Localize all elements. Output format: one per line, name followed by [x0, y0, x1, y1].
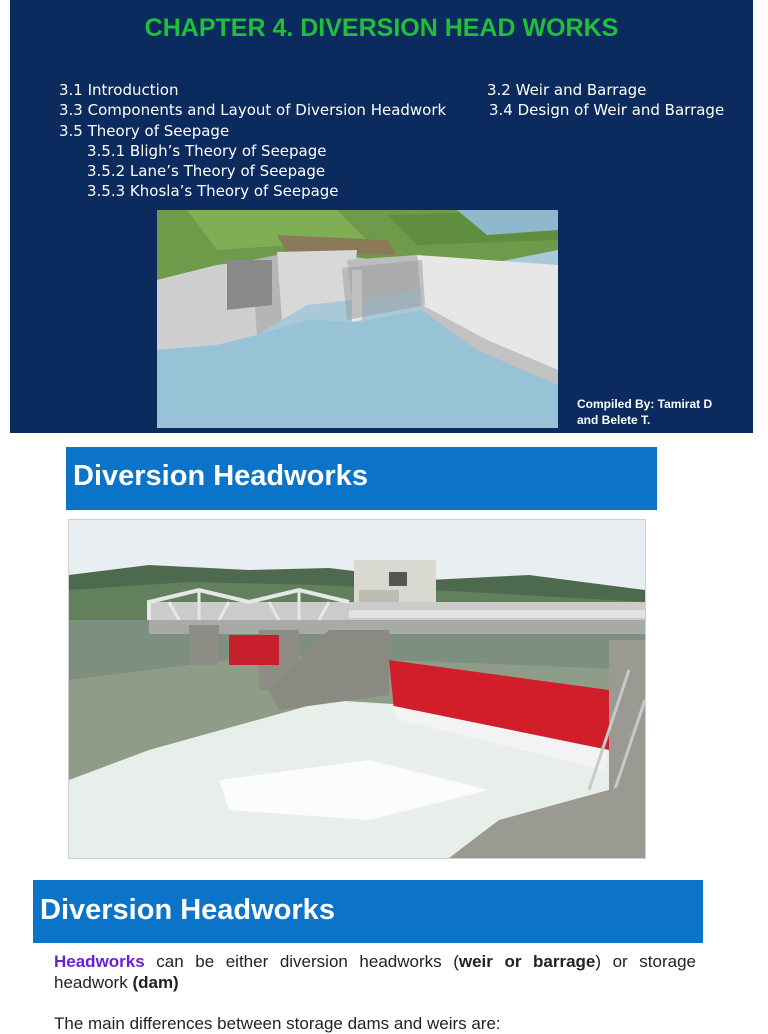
slide-heading-banner — [66, 447, 657, 510]
definition-paragraph — [54, 951, 696, 993]
toc-subitem: 3.5.3 Khosla’s Theory of Seepage — [87, 182, 339, 200]
weir-3d-render — [157, 210, 558, 428]
compiled-by — [577, 396, 747, 428]
bold-segment: weir or barrage — [458, 952, 596, 971]
text-segment: ) or storage headwork — [54, 952, 696, 992]
cut-off-line: The main differences between storage dams and weirs are: — [54, 1014, 501, 1033]
toc-item: 3.3 Components and Layout of Diversion Headwork — [59, 101, 447, 119]
headworks-photo — [68, 519, 646, 859]
term-headworks: Headworks — [54, 952, 145, 971]
slide-heading-banner — [33, 880, 703, 943]
toc-item: 3.2 Weir and Barrage — [487, 81, 647, 99]
toc-subitem: 3.5.2 Lane’s Theory of Seepage — [87, 162, 326, 180]
compiled-line: Compiled By: Tamirat D — [577, 397, 713, 411]
text-segment: can be either diversion headworks ( — [144, 952, 459, 971]
toc-item: 3.5 Theory of Seepage — [59, 122, 230, 140]
title-slide — [10, 0, 753, 433]
bold-segment: (dam) — [132, 973, 179, 992]
slide-heading: Diversion Headworks — [40, 894, 335, 926]
toc-item: 3.1 Introduction — [59, 81, 179, 99]
toc-subitem: 3.5.1 Bligh’s Theory of Seepage — [87, 142, 327, 160]
compiled-line: and Belete T. — [577, 413, 651, 427]
slide-heading: Diversion Headworks — [73, 460, 368, 492]
toc-item: 3.4 Design of Weir and Barrage — [489, 101, 725, 119]
chapter-title: CHAPTER 4. DIVERSION HEAD WORKS — [144, 14, 619, 42]
